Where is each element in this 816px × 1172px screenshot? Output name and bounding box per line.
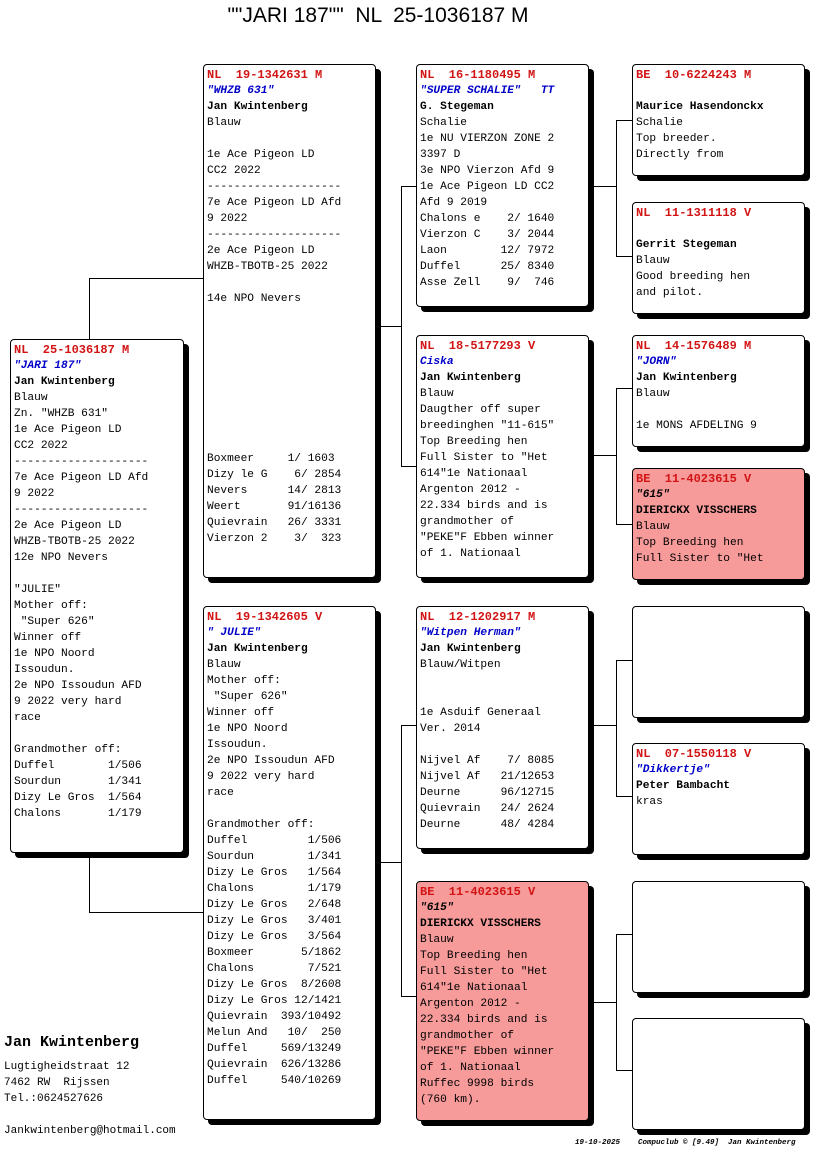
- card-line: [207, 339, 372, 355]
- card-line: Blauw/Witpen: [420, 659, 501, 671]
- card-line: Ver. 2014: [420, 723, 481, 735]
- breeder-name: Maurice Hasendonckx: [636, 101, 764, 113]
- card-line: Full Sister to "Het: [420, 966, 548, 978]
- card-line: [636, 402, 801, 418]
- breeder-name: Peter Bambacht: [636, 780, 730, 792]
- ring-number: BE 10-6224243 M: [636, 68, 752, 82]
- card-line: Issoudun.: [207, 739, 268, 751]
- pigeon-card-dam-dam[interactable]: [416, 881, 589, 1121]
- pigeon-name: Ciska: [420, 356, 454, 368]
- card-line: Full Sister to "Het: [420, 452, 548, 464]
- breeder-name: Jan Kwintenberg: [207, 643, 308, 655]
- card-line: Schalie: [420, 117, 467, 129]
- connector-line: [616, 120, 632, 121]
- card-line: 9 2022: [207, 213, 248, 225]
- card-line: 2e NPO Issoudun AFD: [207, 755, 335, 767]
- card-line: 9 2022 very hard: [14, 696, 122, 708]
- card-line: [207, 403, 372, 419]
- card-line: Quievrain 626/13286: [207, 1059, 342, 1071]
- card-line: Grandmother off:: [207, 819, 315, 831]
- pigeon-name: "615": [420, 902, 454, 914]
- card-line: Nijvel Af 7/ 8085: [420, 755, 555, 767]
- connector-line: [616, 388, 632, 389]
- card-line: grandmother of: [420, 1030, 514, 1042]
- ring-number: BE 11-4023615 V: [636, 472, 752, 486]
- connector-line: [616, 524, 632, 525]
- card-line: Vierzon C 3/ 2044: [420, 229, 555, 241]
- card-line: Top Breeding hen: [636, 537, 744, 549]
- connector-line: [401, 996, 416, 997]
- breeder-name: Jan Kwintenberg: [420, 643, 521, 655]
- card-line: Dizy Le Gros 3/564: [207, 931, 342, 943]
- pigeon-name: "SUPER SCHALIE" TT: [420, 85, 555, 97]
- card-line: Issoudun.: [14, 664, 75, 676]
- card-line: Zn. "WHZB 631": [14, 408, 108, 420]
- ring-number: NL 14-1576489 M: [636, 339, 752, 353]
- card-line: CC2 2022: [207, 165, 261, 177]
- card-line: 1e Ace Pigeon LD: [14, 424, 122, 436]
- card-line: Dizy Le Gros 3/401: [207, 915, 342, 927]
- card-line: 22.334 birds and is: [420, 1014, 548, 1026]
- pigeon-name: "615": [636, 489, 670, 501]
- owner-city: 7462 RW Rijssen: [4, 1077, 110, 1089]
- pigeon-card-sire[interactable]: [203, 64, 376, 578]
- card-line: Chalons 1/179: [207, 883, 342, 895]
- ring-number: NL 19-1342631 M: [207, 68, 323, 82]
- card-line: Nevers 14/ 2813: [207, 485, 342, 497]
- card-line: 9 2022: [14, 488, 55, 500]
- card-line: --------------------: [207, 181, 342, 193]
- breeder-name: G. Stegeman: [420, 101, 494, 113]
- pigeon-card-dss[interactable]: [632, 606, 805, 718]
- card-line: Dizy Le Gros 12/1421: [207, 995, 342, 1007]
- card-line: [636, 83, 801, 99]
- connector-line: [89, 278, 204, 279]
- ring-number: NL 12-1202917 M: [420, 610, 536, 624]
- card-line: Dizy Le Gros 1/564: [14, 792, 142, 804]
- card-line: "JULIE": [14, 584, 61, 596]
- card-line: Blauw: [207, 659, 241, 671]
- connector-line: [589, 455, 616, 456]
- card-line: [420, 689, 585, 705]
- card-line: 1e MONS AFDELING 9: [636, 420, 757, 432]
- card-line: Boxmeer 1/ 1603: [207, 453, 335, 465]
- ring-number: NL 16-1180495 M: [420, 68, 536, 82]
- card-line: Top Breeding hen: [420, 436, 528, 448]
- card-line: [420, 673, 585, 689]
- pigeon-card-dam-sire[interactable]: [416, 606, 589, 849]
- connector-line: [401, 186, 416, 187]
- card-line: Sourdun 1/341: [14, 776, 142, 788]
- card-line: 1e NPO Noord: [14, 648, 95, 660]
- card-line: CC2 2022: [14, 440, 68, 452]
- card-line: [207, 419, 372, 435]
- connector-line: [616, 256, 632, 257]
- card-line: Boxmeer 5/1862: [207, 947, 342, 959]
- card-line: Chalons 7/521: [207, 963, 342, 975]
- card-line: Argenton 2012 -: [420, 998, 521, 1010]
- connector-line: [589, 1002, 616, 1003]
- footer-credits: 19-10-2025 Compuclub © [9.49] Jan Kwintenberg: [575, 1139, 796, 1147]
- card-line: Dizy Le Gros 1/564: [207, 867, 342, 879]
- card-line: [420, 737, 585, 753]
- pigeon-card-subject[interactable]: [10, 339, 184, 853]
- connector-line: [401, 725, 416, 726]
- card-line: Weert 91/16136: [207, 501, 342, 513]
- card-line: "Super 626": [207, 691, 288, 703]
- card-line: Duffel 569/13249: [207, 1043, 342, 1055]
- card-line: Vierzon 2 3/ 323: [207, 533, 342, 545]
- owner-name: Jan Kwintenberg: [4, 1034, 140, 1051]
- card-line: [207, 275, 372, 291]
- card-line: [207, 371, 372, 387]
- card-line: Schalie: [636, 117, 683, 129]
- card-line: [207, 435, 372, 451]
- card-line: Blauw: [636, 255, 670, 267]
- connector-line: [616, 388, 617, 524]
- card-line: Dizy le G 6/ 2854: [207, 469, 342, 481]
- card-line: 1e Asduif Generaal: [420, 707, 541, 719]
- connector-line: [589, 725, 616, 726]
- card-line: 1e NU VIERZON ZONE 2: [420, 133, 555, 145]
- card-line: [636, 221, 801, 237]
- breeder-name: Gerrit Stegeman: [636, 239, 737, 251]
- connector-line: [89, 278, 90, 340]
- card-line: Argenton 2012 -: [420, 484, 521, 496]
- card-line: WHZB-TBOTB-25 2022: [14, 536, 135, 548]
- connector-line: [89, 912, 204, 913]
- connector-line: [616, 660, 632, 661]
- card-line: Nijvel Af 21/12653: [420, 771, 555, 783]
- card-line: race: [207, 787, 234, 799]
- pigeon-card-sds[interactable]: [632, 335, 805, 447]
- card-line: Directly from: [636, 149, 724, 161]
- card-line: Deurne 48/ 4284: [420, 819, 555, 831]
- pigeon-card-ssd[interactable]: [632, 202, 805, 314]
- card-line: Daugther off super: [420, 404, 541, 416]
- card-line: Duffel 1/506: [14, 760, 142, 772]
- card-line: 1e NPO Noord: [207, 723, 288, 735]
- connector-line: [616, 660, 617, 796]
- card-line: kras: [636, 796, 663, 808]
- connector-line: [401, 725, 402, 996]
- card-line: Duffel 25/ 8340: [420, 261, 555, 273]
- card-line: Blauw: [14, 392, 48, 404]
- card-line: [14, 726, 180, 742]
- ring-number: NL 07-1550118 V: [636, 747, 752, 761]
- card-line: Afd 9 2019: [420, 197, 488, 209]
- ring-number: BE 11-4023615 V: [420, 885, 536, 899]
- card-line: Deurne 96/12715: [420, 787, 555, 799]
- pigeon-name: "Dikkertje": [636, 764, 710, 776]
- card-line: 614"1e Nationaal: [420, 982, 528, 994]
- card-line: [207, 801, 372, 817]
- card-line: Blauw: [636, 521, 670, 533]
- card-line: 2e NPO Issoudun AFD: [14, 680, 142, 692]
- connector-line: [89, 855, 90, 912]
- card-line: Dizy Le Gros 2/648: [207, 899, 342, 911]
- pigeon-card-ddd[interactable]: [632, 1018, 805, 1130]
- card-line: Laon 12/ 7972: [420, 245, 555, 257]
- breeder-name: DIERICKX VISSCHERS: [636, 505, 757, 517]
- breeder-name: Jan Kwintenberg: [14, 376, 115, 388]
- pigeon-name: "WHZB 631": [207, 85, 275, 97]
- card-line: Top breeder.: [636, 133, 717, 145]
- pigeon-name: "JORN": [636, 356, 677, 368]
- card-line: Duffel 1/506: [207, 835, 342, 847]
- card-line: and pilot.: [636, 287, 704, 299]
- card-line: Blauw: [420, 934, 454, 946]
- pigeon-card-dsd[interactable]: [632, 743, 805, 855]
- ring-number: NL 18-5177293 V: [420, 339, 536, 353]
- pigeon-card-dds[interactable]: [632, 881, 805, 993]
- card-line: 12e NPO Nevers: [14, 552, 108, 564]
- card-line: "PEKE"F Ebben winner: [420, 532, 555, 544]
- connector-line: [616, 934, 617, 1070]
- card-line: 1e Ace Pigeon LD: [207, 149, 315, 161]
- pigeon-name: "Witpen Herman": [420, 627, 521, 639]
- pigeon-card-sire-sire[interactable]: [416, 64, 589, 307]
- connector-line: [616, 934, 632, 935]
- card-line: 614"1e Nationaal: [420, 468, 528, 480]
- card-line: 2e Ace Pigeon LD: [207, 245, 315, 257]
- card-line: Sourdun 1/341: [207, 851, 342, 863]
- connector-line: [589, 186, 616, 187]
- card-line: 9 2022 very hard: [207, 771, 315, 783]
- card-line: Grandmother off:: [14, 744, 122, 756]
- card-line: Mother off:: [14, 600, 88, 612]
- breeder-name: Jan Kwintenberg: [420, 372, 521, 384]
- card-line: Mother off:: [207, 675, 281, 687]
- card-line: of 1. Nationaal: [420, 548, 521, 560]
- card-line: Winner off: [14, 632, 82, 644]
- card-line: Quievrain 393/10492: [207, 1011, 342, 1023]
- card-line: 1e Ace Pigeon LD CC2: [420, 181, 555, 193]
- card-line: [207, 387, 372, 403]
- card-line: 3397 D: [420, 149, 461, 161]
- connector-line: [616, 1070, 632, 1071]
- card-line: breedinghen "11-615": [420, 420, 555, 432]
- breeder-name: Jan Kwintenberg: [636, 372, 737, 384]
- connector-line: [376, 326, 401, 327]
- pigeon-card-sire-dam[interactable]: [416, 335, 589, 578]
- card-line: 3e NPO Vierzon Afd 9: [420, 165, 555, 177]
- owner-email[interactable]: Jankwintenberg@hotmail.com: [4, 1125, 176, 1137]
- pigeon-name: "JARI 187": [14, 360, 82, 372]
- card-line: 14e NPO Nevers: [207, 293, 301, 305]
- breeder-name: Jan Kwintenberg: [207, 101, 308, 113]
- ring-number: NL 11-1311118 V: [636, 206, 752, 220]
- card-line: "PEKE"F Ebben winner: [420, 1046, 555, 1058]
- card-line: Quievrain 24/ 2624: [420, 803, 555, 815]
- card-line: Blauw: [636, 388, 670, 400]
- ring-number: NL 19-1342605 V: [207, 610, 323, 624]
- card-line: 7e Ace Pigeon LD Afd: [207, 197, 342, 209]
- card-line: [14, 566, 180, 582]
- pigeon-card-sss[interactable]: [632, 64, 805, 176]
- ring-number: NL 25-1036187 M: [14, 343, 130, 357]
- card-line: [207, 355, 372, 371]
- card-line: grandmother of: [420, 516, 514, 528]
- breeder-name: DIERICKX VISSCHERS: [420, 918, 541, 930]
- card-line: 22.334 birds and is: [420, 500, 548, 512]
- card-line: WHZB-TBOTB-25 2022: [207, 261, 328, 273]
- card-line: Quievrain 26/ 3331: [207, 517, 342, 529]
- card-line: "Super 626": [14, 616, 95, 628]
- connector-line: [401, 186, 402, 466]
- pigeon-name: " JULIE": [207, 627, 261, 639]
- card-line: (760 km).: [420, 1094, 481, 1106]
- card-line: --------------------: [207, 229, 342, 241]
- card-line: Blauw: [420, 388, 454, 400]
- connector-line: [616, 120, 617, 256]
- card-line: Duffel 540/10269: [207, 1075, 342, 1087]
- card-line: --------------------: [14, 504, 149, 516]
- card-line: of 1. Nationaal: [420, 1062, 521, 1074]
- card-line: Full Sister to "Het: [636, 553, 764, 565]
- card-line: Melun And 10/ 250: [207, 1027, 342, 1039]
- connector-line: [376, 862, 401, 863]
- page-title: ""JARI 187"" NL 25-1036187 M: [227, 4, 529, 27]
- card-line: Asse Zell 9/ 746: [420, 277, 555, 289]
- pigeon-card-dam[interactable]: [203, 606, 376, 1120]
- card-line: 7e Ace Pigeon LD Afd: [14, 472, 149, 484]
- card-line: Top Breeding hen: [420, 950, 528, 962]
- card-line: Ruffec 9998 birds: [420, 1078, 535, 1090]
- card-line: Blauw: [207, 117, 241, 129]
- card-line: [207, 131, 372, 147]
- owner-phone: Tel.:0624527626: [4, 1093, 104, 1105]
- card-line: 2e Ace Pigeon LD: [14, 520, 122, 532]
- card-line: Good breeding hen: [636, 271, 751, 283]
- connector-line: [616, 796, 632, 797]
- card-line: --------------------: [14, 456, 149, 468]
- connector-line: [401, 466, 416, 467]
- card-line: Chalons e 2/ 1640: [420, 213, 555, 225]
- card-line: race: [14, 712, 41, 724]
- card-line: [207, 307, 372, 323]
- pigeon-card-sdd[interactable]: [632, 468, 805, 580]
- owner-street: Lugtigheidstraat 12: [4, 1061, 130, 1073]
- card-line: Dizy Le Gros 8/2608: [207, 979, 342, 991]
- card-line: Winner off: [207, 707, 275, 719]
- card-line: [207, 323, 372, 339]
- card-line: Chalons 1/179: [14, 808, 142, 820]
